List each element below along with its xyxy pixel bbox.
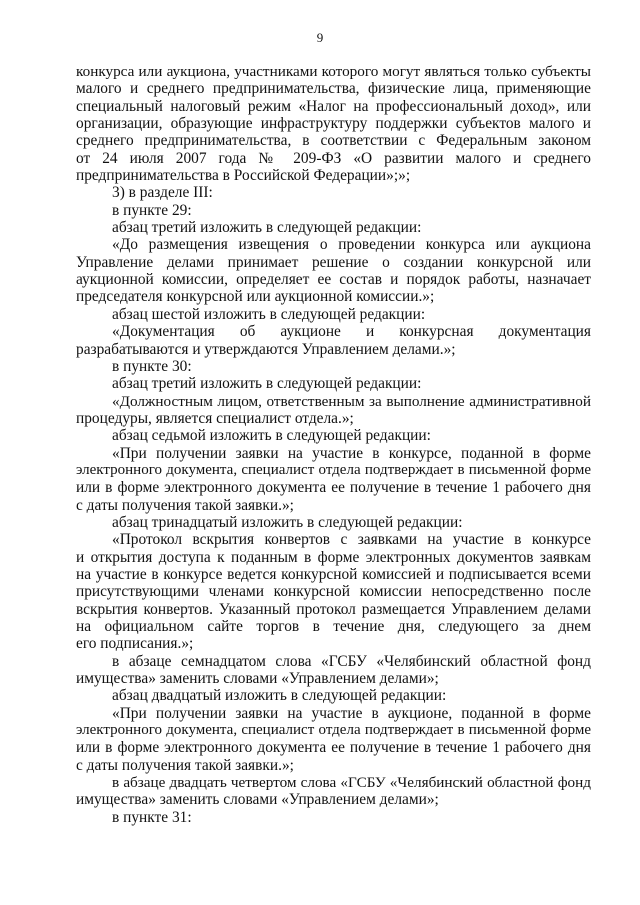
document-line: председателя конкурсной или аукционной комиссии.»;	[76, 288, 435, 306]
document-line: в пункте 30:	[112, 357, 192, 375]
document-line: абзац двадцатый изложить в следующей редакции:	[112, 687, 447, 705]
document-line: в абзаце семнадцатом слова «ГСБУ «Челябинский областной фонд	[112, 652, 591, 670]
document-line: разрабатываются и утверждаются Управлением делами.»;	[76, 340, 456, 358]
document-line: с даты получения такой заявки.»;	[76, 756, 294, 774]
document-line: предпринимательства в Российской Федерации»;»;	[76, 167, 411, 185]
document-line: организации, образующие инфраструктуру поддержки субъектов малого и	[76, 115, 591, 133]
document-line: на участие в конкурсе ведется конкурсной комиссией и подписывается всеми	[76, 565, 591, 583]
document-line: абзац тринадцатый изложить в следующей редакции:	[112, 513, 463, 531]
document-line: имущества» заменить словами «Управлением делами»;	[76, 670, 439, 688]
document-line: от 24 июля 2007 года № 209-ФЗ «О развитии малого и среднего	[76, 149, 591, 167]
document-line: «Протокол вскрытия конвертов с заявками на участие в конкурсе	[112, 531, 591, 549]
document-line: имущества» заменить словами «Управлением делами»;	[76, 791, 439, 809]
document-line: среднего предпринимательства, в соответствии с Федеральным законом	[76, 132, 591, 150]
document-line: абзац шестой изложить в следующей редакции:	[112, 305, 426, 323]
document-body	[76, 63, 591, 826]
document-line: его подписания.»;	[76, 635, 194, 653]
document-line: процедуры, является специалист отдела.»;	[76, 409, 354, 427]
document-line: малого и среднего предпринимательства, физические лица, применяющие	[76, 80, 591, 98]
document-line: «До размещения извещения о проведении конкурса или аукциона	[112, 236, 591, 254]
document-line: вскрытия конвертов. Указанный протокол размещается Управлением делами	[76, 600, 591, 618]
document-line: в пункте 29:	[112, 201, 192, 219]
document-line: или в форме электронного документа ее получение в течение 1 рабочего дня	[76, 479, 591, 497]
document-line: абзац седьмой изложить в следующей редакции:	[112, 427, 431, 445]
document-line: Управление делами принимает решение о создании конкурсной или	[76, 253, 591, 271]
document-line: и открытия доступа к поданным в форме электронных документов заявкам	[76, 548, 591, 566]
document-line: с даты получения такой заявки.»;	[76, 496, 294, 514]
document-line: или в форме электронного документа ее получение в течение 1 рабочего дня	[76, 739, 591, 757]
document-line: электронного документа, специалист отдела подтверждает в письменной форме	[76, 461, 591, 478]
document-line: «Должностным лицом, ответственным за выполнение административной	[112, 392, 591, 410]
page-number: 9	[316, 30, 324, 45]
document-line: «При получении заявки на участие в аукционе, поданной в форме	[112, 704, 591, 722]
document-line: на официальном сайте торгов в течение дня, следующего за днем	[76, 618, 591, 635]
document-line: аукционной комиссии, определяет ее состав и порядок работы, назначает	[76, 271, 591, 289]
document-line: 3) в разделе III:	[112, 184, 213, 202]
document-line: конкурса или аукциона, участниками которого могут являться только субъекты	[76, 63, 591, 80]
document-line: в абзаце двадцать четвертом слова «ГСБУ «Челябинский областной фонд	[112, 774, 591, 792]
document-line: присутствующими членами конкурсной комиссии непосредственно после	[76, 583, 591, 601]
document-line: «При получении заявки на участие в конкурсе, поданной в форме	[112, 444, 591, 462]
document-line: специальный налоговый режим «Налог на профессиональный доход», или	[76, 97, 591, 115]
document-line: абзац третий изложить в следующей редакции:	[112, 219, 422, 237]
document-line: в пункте 31:	[112, 808, 192, 826]
document-line: «Документация об аукционе и конкурсная документация	[112, 323, 591, 341]
document-line: электронного документа, специалист отдела подтверждает в письменной форме	[76, 722, 591, 739]
document-line: абзац третий изложить в следующей редакции:	[112, 375, 422, 393]
